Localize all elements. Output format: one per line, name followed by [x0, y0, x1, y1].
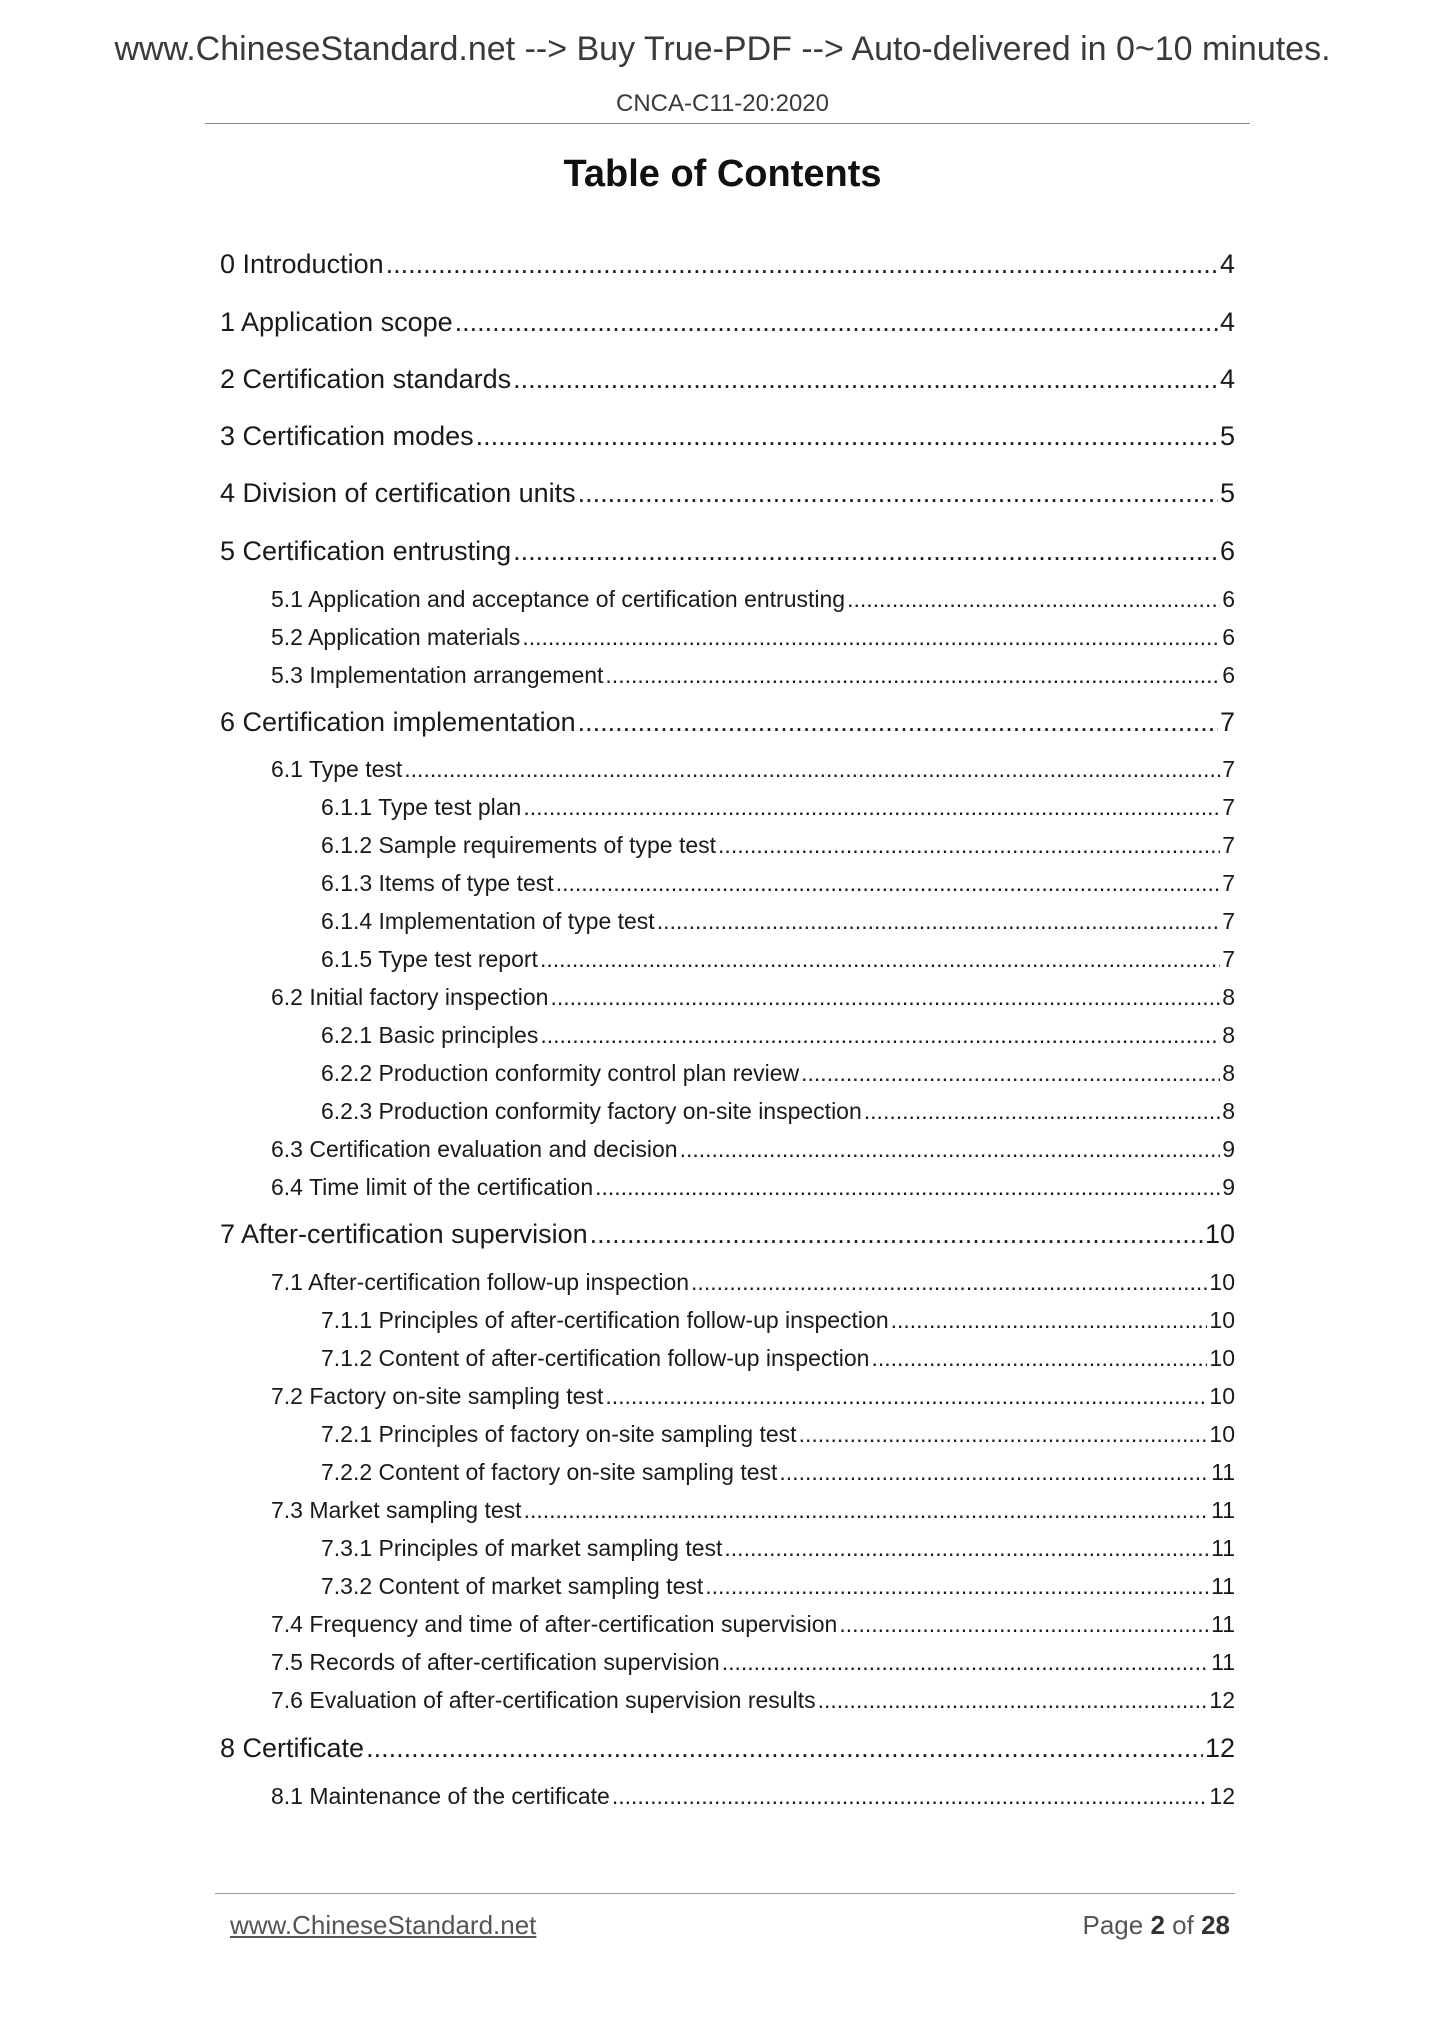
toc-entry-page: 10: [1209, 1307, 1235, 1333]
toc-leader-dots: [847, 584, 1220, 614]
toc-entry-label: 7.2 Factory on-site sampling test: [271, 1383, 604, 1409]
toc-leader-dots: [722, 1647, 1209, 1677]
toc-entry[interactable]: [321, 906, 1235, 936]
toc-entry-page: 7: [1222, 908, 1235, 934]
toc-entry-label: 5.1 Application and acceptance of certification entrusting: [271, 586, 846, 612]
toc-entry-label: 1 Application scope: [220, 307, 453, 337]
toc-entry[interactable]: [321, 1571, 1235, 1601]
toc-entry-label: 6.2.1 Basic principles: [321, 1022, 539, 1048]
toc-entry[interactable]: [321, 1343, 1235, 1373]
toc-entry-label: 4 Division of certification units: [220, 478, 576, 508]
toc-entry[interactable]: [220, 362, 1235, 396]
toc-entry[interactable]: [271, 660, 1235, 690]
toc-entry-label: 7.5 Records of after-certification supervision: [271, 1649, 720, 1675]
site-banner: www.ChineseStandard.net --> Buy True-PDF --> Auto-delivered in 0~10 minutes.: [114, 30, 1331, 68]
toc-entry[interactable]: [321, 1058, 1235, 1088]
toc-entry-page: 5: [1219, 478, 1235, 508]
toc-entry-page: 7: [1222, 832, 1235, 858]
toc-entry[interactable]: [321, 1020, 1235, 1050]
toc-leader-dots: [799, 1419, 1208, 1449]
toc-entry[interactable]: [271, 1495, 1235, 1525]
toc-entry-page: 9: [1222, 1174, 1235, 1200]
toc-leader-dots: [366, 1731, 1203, 1765]
toc-entry-label: 7.2.1 Principles of factory on-site sampling test: [321, 1421, 797, 1447]
toc-entry-page: 4: [1219, 307, 1235, 337]
toc-entry-page: 11: [1211, 1611, 1235, 1637]
toc-entry[interactable]: [220, 476, 1235, 510]
toc-leader-dots: [705, 1571, 1209, 1601]
footer-site-link[interactable]: www.ChineseStandard.net: [230, 1910, 537, 1940]
toc-entry-page: 9: [1222, 1136, 1235, 1162]
toc-entry-label: 8.1 Maintenance of the certificate: [271, 1783, 610, 1809]
toc-entry[interactable]: [271, 1172, 1235, 1202]
toc-entry[interactable]: [321, 1305, 1235, 1335]
toc-entry[interactable]: [271, 982, 1235, 1012]
toc-leader-dots: [523, 792, 1220, 822]
toc-entry-label: 7.3.1 Principles of market sampling test: [321, 1535, 723, 1561]
toc-leader-dots: [386, 247, 1218, 281]
toc-entry-label: 6.2 Initial factory inspection: [271, 984, 549, 1010]
toc-entry-page: 4: [1219, 249, 1235, 279]
toc-entry-label: 5.3 Implementation arrangement: [271, 662, 604, 688]
page-indicator: [1082, 1910, 1230, 1941]
toc-entry[interactable]: [271, 584, 1235, 614]
toc-entry-page: 11: [1211, 1535, 1235, 1561]
toc-leader-dots: [864, 1096, 1220, 1126]
toc-leader-dots: [513, 534, 1218, 568]
toc-leader-dots: [605, 660, 1220, 690]
toc-leader-dots: [801, 1058, 1220, 1088]
toc-entry-page: 7: [1222, 870, 1235, 896]
toc-entry-label: 6.1.5 Type test report: [321, 946, 538, 972]
toc-entry[interactable]: [321, 944, 1235, 974]
toc-entry-page: 11: [1211, 1573, 1235, 1599]
toc-entry-page: 8: [1222, 984, 1235, 1010]
toc-entry-page: 8: [1222, 1060, 1235, 1086]
toc-entry[interactable]: [220, 1217, 1235, 1251]
toc-entry-page: 7: [1222, 946, 1235, 972]
toc-leader-dots: [522, 622, 1220, 652]
toc-entry[interactable]: [271, 1134, 1235, 1164]
toc-leader-dots: [891, 1305, 1208, 1335]
toc-leader-dots: [524, 1495, 1210, 1525]
toc-leader-dots: [839, 1609, 1209, 1639]
toc-entry-label: 6.2.2 Production conformity control plan review: [321, 1060, 800, 1086]
toc-entry[interactable]: [220, 419, 1235, 453]
toc-leader-dots: [718, 830, 1220, 860]
toc-leader-dots: [540, 1020, 1220, 1050]
toc-entry-page: 10: [1209, 1269, 1235, 1295]
toc-entry-page: 10: [1204, 1219, 1235, 1249]
toc-entry-label: 7.6 Evaluation of after-certification supervision results: [271, 1687, 816, 1713]
toc-entry-page: 12: [1209, 1687, 1235, 1713]
toc-entry[interactable]: [220, 247, 1235, 281]
toc-entry-page: 6: [1222, 586, 1235, 612]
toc-entry-label: 6.1 Type test: [271, 756, 403, 782]
toc-entry[interactable]: [321, 792, 1235, 822]
toc-entry-label: 6.3 Certification evaluation and decision: [271, 1136, 678, 1162]
toc-entry-page: 8: [1222, 1022, 1235, 1048]
toc-entry-label: 2 Certification standards: [220, 364, 512, 394]
toc-entry-label: 7.1.1 Principles of after-certification follow-up inspection: [321, 1307, 889, 1333]
toc-entry-page: 7: [1219, 707, 1235, 737]
toc-entry-page: 6: [1222, 662, 1235, 688]
toc-leader-dots: [578, 705, 1218, 739]
toc-leader-dots: [612, 1781, 1208, 1811]
toc-entry[interactable]: [321, 1096, 1235, 1126]
toc-entry-label: 7.3 Market sampling test: [271, 1497, 522, 1523]
toc-leader-dots: [779, 1457, 1209, 1487]
toc-entry[interactable]: [321, 1533, 1235, 1563]
page-current: 2: [1150, 1910, 1165, 1940]
toc-entry-page: 8: [1222, 1098, 1235, 1124]
footer-divider: [215, 1893, 1235, 1894]
toc-entry-label: 6.1.3 Items of type test: [321, 870, 554, 896]
toc-entry-label: 8 Certificate: [220, 1733, 365, 1763]
toc-entry-page: 6: [1222, 624, 1235, 650]
toc-leader-dots: [657, 906, 1221, 936]
toc-entry-page: 6: [1219, 536, 1235, 566]
toc-entry[interactable]: [220, 534, 1235, 568]
toc-entry-label: 7 After-certification supervision: [220, 1219, 588, 1249]
toc-leader-dots: [590, 1217, 1203, 1251]
toc-entry-page: 5: [1219, 421, 1235, 451]
toc-leader-dots: [513, 362, 1218, 396]
toc-entry[interactable]: [220, 705, 1235, 739]
toc-entry-page: 12: [1204, 1733, 1235, 1763]
toc-entry-label: 6 Certification implementation: [220, 707, 576, 737]
toc-entry-page: 7: [1222, 794, 1235, 820]
toc-entry[interactable]: [271, 1685, 1235, 1715]
toc-leader-dots: [556, 868, 1221, 898]
toc-entry-label: 7.4 Frequency and time of after-certification supervision: [271, 1611, 838, 1637]
document-code: CNCA-C11-20:2020: [616, 90, 829, 117]
toc-entry-label: 7.2.2 Content of factory on-site sampling test: [321, 1459, 778, 1485]
toc-entry[interactable]: [220, 305, 1235, 339]
toc-entry[interactable]: [271, 622, 1235, 652]
toc-entry-page: 11: [1211, 1497, 1235, 1523]
toc-leader-dots: [578, 476, 1218, 510]
toc-leader-dots: [476, 419, 1218, 453]
toc-entry-page: 11: [1211, 1649, 1235, 1675]
toc-leader-dots: [595, 1172, 1220, 1202]
toc-entry-label: 6.4 Time limit of the certification: [271, 1174, 594, 1200]
toc-entry-page: 7: [1222, 756, 1235, 782]
toc-entry-label: 5 Certification entrusting: [220, 536, 512, 566]
page-word: Page: [1082, 1910, 1144, 1940]
toc-leader-dots: [404, 754, 1220, 784]
toc-title: Table of Contents: [563, 153, 882, 195]
toc-leader-dots: [540, 944, 1220, 974]
toc-leader-dots: [605, 1381, 1207, 1411]
toc-entry[interactable]: [271, 754, 1235, 784]
toc-entry-label: 6.1.1 Type test plan: [321, 794, 522, 820]
toc-entry[interactable]: [321, 830, 1235, 860]
toc-entry-label: 5.2 Application materials: [271, 624, 521, 650]
toc-entry[interactable]: [271, 1609, 1235, 1639]
toc-entry-label: 7.1 After-certification follow-up inspection: [271, 1269, 690, 1295]
page-total: 28: [1201, 1910, 1230, 1940]
toc-leader-dots: [680, 1134, 1221, 1164]
toc-entry-label: 7.3.2 Content of market sampling test: [321, 1573, 704, 1599]
toc-leader-dots: [724, 1533, 1209, 1563]
toc-entry-page: 4: [1219, 364, 1235, 394]
toc-entry[interactable]: [321, 868, 1235, 898]
toc-entry-label: 6.2.3 Production conformity factory on-site inspection: [321, 1098, 862, 1124]
toc-entry-label: 6.1.2 Sample requirements of type test: [321, 832, 717, 858]
toc-entry-page: 10: [1209, 1345, 1235, 1371]
toc-leader-dots: [691, 1267, 1207, 1297]
toc-entry[interactable]: [220, 1731, 1235, 1765]
toc-entry-label: 3 Certification modes: [220, 421, 474, 451]
toc-entry[interactable]: [271, 1781, 1235, 1811]
toc-leader-dots: [550, 982, 1220, 1012]
toc-entry[interactable]: [271, 1267, 1235, 1297]
toc-leader-dots: [871, 1343, 1207, 1373]
toc-leader-dots: [455, 305, 1218, 339]
toc-entry-page: 10: [1209, 1421, 1235, 1447]
page-of: of: [1172, 1910, 1194, 1940]
toc-entry-page: 12: [1209, 1783, 1235, 1809]
toc-leader-dots: [818, 1685, 1208, 1715]
toc-entry[interactable]: [321, 1457, 1235, 1487]
header-divider: [205, 123, 1250, 124]
toc-entry[interactable]: [321, 1419, 1235, 1449]
toc-entry[interactable]: [271, 1381, 1235, 1411]
toc-entry-page: 10: [1209, 1383, 1235, 1409]
toc-entry-page: 11: [1211, 1459, 1235, 1485]
toc-entry-label: 0 Introduction: [220, 249, 384, 279]
toc-entry[interactable]: [271, 1647, 1235, 1677]
toc-entry-label: 6.1.4 Implementation of type test: [321, 908, 655, 934]
toc-entry-label: 7.1.2 Content of after-certification follow-up inspection: [321, 1345, 870, 1371]
